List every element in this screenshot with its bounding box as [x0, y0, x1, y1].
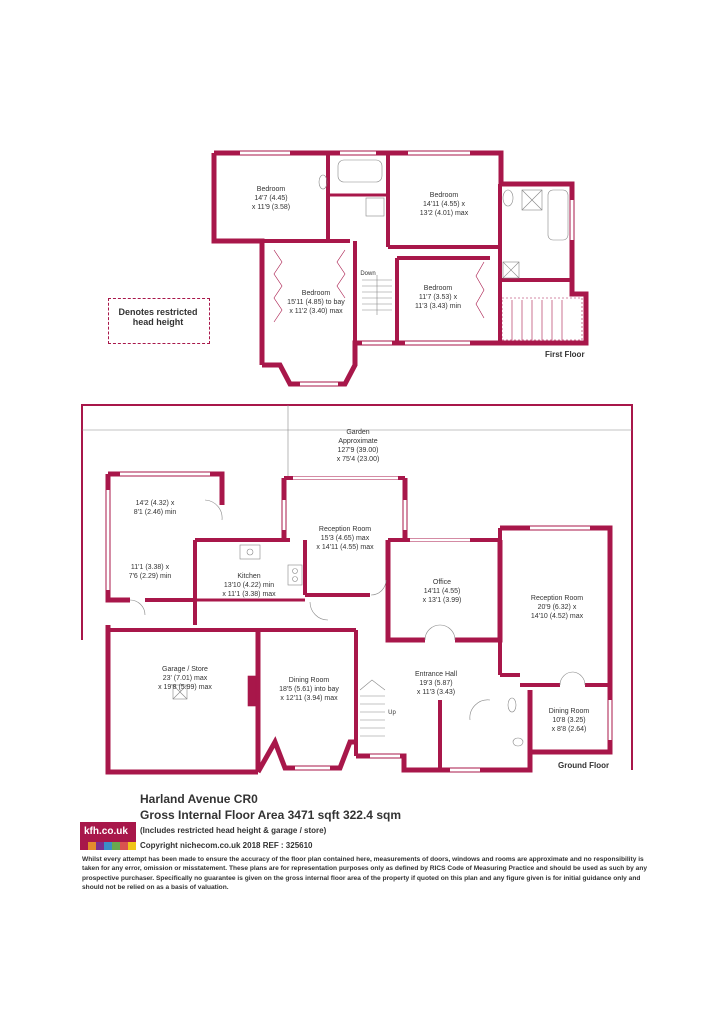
room-dim-utility-2: 7'6 (2.29) min — [128, 573, 172, 580]
room-dim-bedroom-nw-1: 14'7 (4.45) — [254, 195, 288, 202]
garden-approx: Approximate — [338, 438, 378, 445]
garden-dim-1: 127'9 (39.00) — [337, 447, 379, 454]
room-name-bedroom-nw: Bedroom — [256, 186, 286, 193]
room-dim-bedroom-ne-1: 14'11 (4.55) x — [422, 201, 466, 208]
room-dim-bedroom-s-2: 11'3 (3.43) min — [415, 303, 461, 310]
room-dim-dining-2-1: 10'8 (3.25) — [552, 717, 586, 724]
room-name-hall: Entrance Hall — [414, 671, 458, 678]
room-name-bedroom-ne: Bedroom — [429, 192, 459, 199]
room-dim-reception-2-2: 14'10 (4.52) max — [530, 613, 584, 620]
room-dim-dining-1-2: x 12'11 (3.94) max — [280, 695, 338, 702]
first-floor-label: First Floor — [545, 350, 585, 359]
room-name-bedroom-s: Bedroom — [423, 285, 453, 292]
room-dim-kitchen-1: 13'10 (4.22) min — [223, 582, 275, 589]
room-dim-reception-2-1: 20'9 (6.32) x — [537, 604, 577, 611]
room-dim-hall-2: x 11'3 (3.43) — [416, 689, 456, 696]
room-name-garage: Garage / Store — [162, 666, 208, 673]
room-name-bedroom-bay: Bedroom — [301, 290, 331, 297]
room-name-dining-1: Dining Room — [288, 677, 330, 684]
room-name-kitchen: Kitchen — [237, 573, 261, 580]
room-dim-office-2: x 13'1 (3.99) — [422, 597, 462, 604]
room-name-office: Office — [432, 579, 452, 586]
room-dim-reception-1-2: x 14'11 (4.55) max — [316, 544, 374, 551]
restricted-legend-text — [108, 307, 208, 327]
restricted-legend-line1: Denotes restricted — [118, 307, 198, 317]
room-dim-dining-2-2: x 8'8 (2.64) — [551, 726, 587, 733]
room-dim-conservatory-1: 14'2 (4.32) x — [135, 500, 175, 507]
room-dim-bedroom-nw-2: x 11'9 (3.58) — [251, 204, 291, 211]
first-floor-labels — [252, 186, 585, 359]
room-dim-hall-1: 19'3 (5.87) — [419, 680, 453, 687]
room-dim-bedroom-s-1: 11'7 (3.53) x — [418, 294, 458, 301]
room-name-reception-1: Reception Room — [318, 526, 372, 533]
room-dim-garage-2: x 19'8 (5.99) max — [158, 684, 212, 691]
room-name-reception-2: Reception Room — [530, 595, 584, 602]
room-dim-reception-1-1: 15'3 (4.65) max — [320, 535, 370, 542]
address-title: Harland Avenue CR0 — [140, 792, 258, 806]
room-dim-office-1: 14'11 (4.55) — [423, 588, 461, 595]
room-dim-utility-1: 11'1 (3.38) x — [130, 564, 170, 571]
kfh-logo-text: kfh.co.uk — [84, 826, 128, 837]
gross-internal-area: Gross Internal Floor Area 3471 sqft 322.4 sqm — [140, 808, 401, 822]
kfh-logo — [80, 822, 136, 850]
ground-floor-label: Ground Floor — [558, 761, 610, 770]
room-name-dining-2: Dining Room — [548, 708, 590, 715]
copyright-ref: Copyright nichecom.co.uk 2018 REF : 325610 — [140, 841, 313, 850]
room-dim-bedroom-bay-1: 15'11 (4.85) to bay — [287, 299, 345, 306]
room-dim-kitchen-2: x 11'1 (3.38) max — [222, 591, 276, 598]
stairs-up-label: Up — [388, 710, 396, 716]
room-dim-bedroom-ne-2: 13'2 (4.01) max — [419, 210, 469, 217]
restricted-legend-line2: head height — [132, 317, 184, 327]
garden-dim-2: x 75'4 (23.00) — [336, 456, 380, 463]
room-dim-conservatory-2: 8'1 (2.46) min — [133, 509, 177, 516]
stairs-down-label: Down — [360, 271, 376, 277]
ground-floor-windows — [108, 474, 610, 770]
room-dim-dining-1-1: 18'5 (5.61) into bay — [279, 686, 339, 693]
ground-floor-walls — [108, 474, 610, 772]
room-dim-garage-1: 23' (7.01) max — [162, 675, 208, 682]
room-dim-bedroom-bay-2: x 11'2 (3.40) max — [289, 308, 343, 315]
garden-name: Garden — [346, 429, 370, 436]
first-floor-windows — [240, 153, 572, 384]
disclaimer: Whilst every attempt has been made to ensure the accuracy of the floor plan contained here, measurements of doors, windows and rooms are approximate and no responsibility is taken for any error, omission or misstatement. These plans are for representation purposes only as defined by RICS Code of Measuring Practice and should be used as such by any prospective purchaser. Specifically no guarantee is given on the gross internal floor area of the property if quoted on this plan and any figure given is for initial guidance only and should not be relied on as a basis of valuation. — [82, 856, 648, 891]
includes-note: (Includes restricted head height & garage / store) — [140, 826, 327, 835]
garden-labels — [337, 429, 380, 463]
